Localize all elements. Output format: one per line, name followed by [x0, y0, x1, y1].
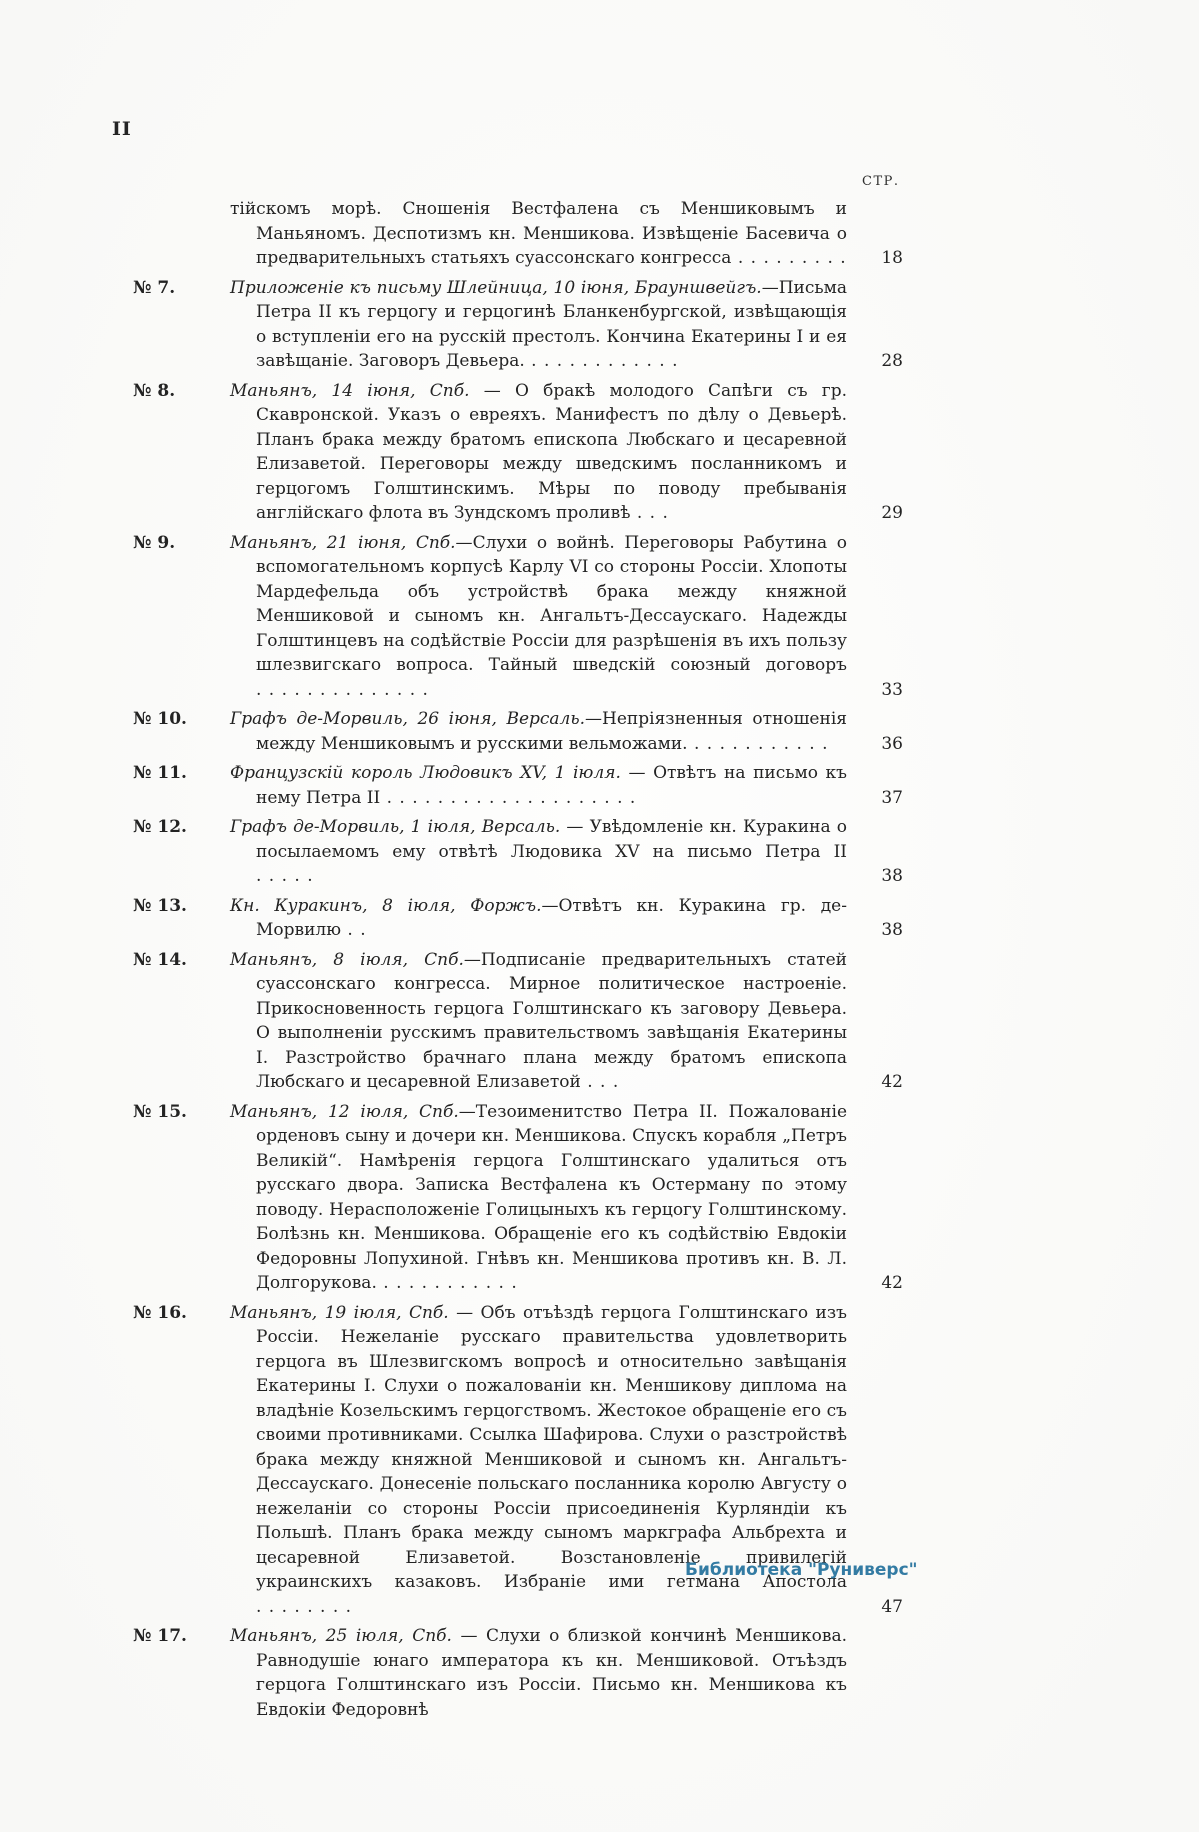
- entry-source-heading: Приложеніе къ письму Шлейница, 10 іюня, Брауншвейгъ.—: [230, 277, 779, 298]
- entry-text: [230, 761, 847, 810]
- entry-text: [230, 379, 847, 526]
- toc-entry: [133, 761, 903, 810]
- entry-page-number: 29: [881, 503, 903, 523]
- page-column-header: СТР.: [862, 174, 900, 189]
- entry-source-heading: Маньянъ, 19 іюля, Спб. —: [230, 1302, 481, 1323]
- toc-entry: [133, 197, 903, 271]
- toc-entry: [133, 707, 903, 756]
- entry-page-number: 33: [881, 679, 903, 700]
- dot-leader: . . .: [630, 503, 669, 523]
- toc-entry: [133, 815, 903, 889]
- toc-entry: [133, 1624, 903, 1722]
- dot-leader: . . .: [580, 1072, 620, 1092]
- entry-page-number: 28: [881, 351, 903, 371]
- entry-number-label: № 11.: [133, 763, 187, 783]
- toc-entry: [133, 894, 903, 943]
- entry-source-heading: Маньянъ, 8 іюля, Спб.—: [230, 949, 481, 970]
- entry-text: [230, 815, 847, 889]
- table-of-contents: [133, 197, 918, 1727]
- entry-source-heading: Французскій король Людовикъ XV, 1 іюля. —: [230, 763, 654, 783]
- toc-entry: [133, 276, 903, 374]
- entry-number-label: № 14.: [133, 949, 187, 970]
- entry-source-heading: Маньянъ, 25 іюля, Спб. —: [230, 1626, 486, 1646]
- entry-number-label: № 10.: [133, 709, 187, 729]
- entry-source-heading: Кн. Куракинъ, 8 іюля, Форжъ.—: [230, 895, 559, 916]
- entry-number-label: № 15.: [133, 1101, 187, 1122]
- entry-description: Непріязненныя отношенія между Меншиковымъ и русскими вельможами.: [256, 709, 847, 754]
- entry-number-label: № 13.: [133, 895, 187, 916]
- entry-source-heading: Графъ де-Морвиль, 1 іюля, Версаль. —: [230, 817, 590, 837]
- entry-source-heading: Маньянъ, 14 іюня, Спб. —: [230, 380, 515, 401]
- entry-page-number: 18: [881, 248, 903, 268]
- entry-number-label: № 17.: [133, 1626, 187, 1646]
- entry-description: О бракѣ молодого Сапѣги съ гр. Скавронской. Указъ о евреяхъ. Манифестъ по дѣлу о Девьерѣ. Планъ брака между братомъ епископа Любскаго и цесаревной Елизаветой. Переговоры между шведскимъ посланникомъ и герцогомъ Голштинскимъ. Мѣры по поводу пребыванія англійскаго флота въ Зундскомъ проливѣ: [256, 380, 847, 523]
- entry-page-number: 36: [881, 733, 903, 754]
- toc-entry: [133, 379, 903, 526]
- entry-text: [230, 1100, 847, 1296]
- entry-description: Слухи о войнѣ. Переговоры Рабутина о вспомогательномъ корпусѣ Карлу VI со стороны Россіи. Хлопоты Мардефельда объ устройствѣ брака между княжной Меншиковой и сыномъ кн. Ангальтъ-Дессаускаго. Надежды Голштинцевъ на содѣйствіе Россіи для разрѣшенія въ ихъ пользу шлезвигскаго вопроса. Тайный шведскій союзный договоръ: [256, 532, 847, 675]
- entry-text: [230, 531, 847, 703]
- toc-entry: [133, 531, 903, 703]
- entry-description: Слухи о близкой кончинѣ Меншикова. Равнодушіе юнаго императора къ кн. Меншиковой. Отъѣздъ герцога Голштинскаго изъ Россіи. Письмо кн. Меншикова къ Евдокіи Федоровнѣ: [256, 1626, 847, 1720]
- entry-text: [230, 894, 847, 943]
- entry-page-number: 37: [881, 787, 903, 808]
- entry-page-number: 38: [881, 866, 903, 886]
- entry-number-label: [133, 197, 230, 271]
- dot-leader: . . . . . . . . . . . .: [524, 351, 679, 371]
- entry-page-number: 42: [881, 1273, 903, 1293]
- entry-text: [230, 197, 847, 271]
- entry-number-label: № 12.: [133, 817, 187, 837]
- entry-description: Отвѣтъ на письмо къ нему Петра II: [256, 763, 847, 808]
- page-folio-number: II: [112, 118, 132, 140]
- entry-text: [230, 276, 847, 374]
- entry-description: Подписаніе предварительныхъ статей суассонскаго конгресса. Мирное политическое настроеніе. Прикосновенность герцога Голштинскаго къ заговору Девьера. О выполненіи русскимъ правительствомъ завѣщанія Екатерины I. Разстройство брачнаго плана между братомъ епископа Любскаго и цесаревной Елизаветой: [256, 949, 847, 1092]
- dot-leader: . . . . . . . . . . . . . .: [256, 679, 429, 700]
- dot-leader: . .: [341, 920, 367, 940]
- entry-source-heading: Графъ де-Морвиль, 26 іюня, Версаль.—: [230, 709, 603, 729]
- dot-leader: . . . . . . . . . . . . . . . . . . . .: [380, 787, 637, 808]
- entry-number-label: № 9.: [133, 532, 176, 553]
- entry-page-number: 38: [881, 920, 903, 940]
- toc-entry: [133, 1100, 903, 1296]
- dot-leader: . . . . . . . . .: [731, 248, 847, 268]
- library-watermark: Библиотека "Руниверс": [685, 1560, 918, 1580]
- entry-page-number: 47: [881, 1596, 903, 1617]
- entry-description: Отвѣтъ кн. Куракина гр. де-Морвилю: [256, 895, 847, 940]
- entry-text: [230, 707, 847, 756]
- entry-description: Объ отъѣздѣ герцога Голштинскаго изъ Россіи. Нежеланіе русскаго правительства удовлетворить герцога въ Шлезвигскомъ вопросѣ и относительно завѣщанія Екатерины I. Слухи о пожалованіи кн. Меншикову диплома на владѣніе Козельскимъ герцогствомъ. Жестокое обращеніе его съ своими противниками. Ссылка Шафирова. Слухи о разстройствѣ брака между княжной Меншиковой и сыномъ кн. Ангальтъ-Дессаускаго. Донесеніе польскаго посланника королю Августу о нежеланіи со стороны Россіи присоединенія Курляндіи къ Польшѣ. Планъ брака между сыномъ маркграфа Альбрехта и цесаревной Елизаветой. Возстановленіе привилегій украинскихъ казаковъ. Избраніе ими гетмана Апостола: [256, 1302, 847, 1592]
- dot-leader: . . . . . . . .: [256, 1596, 353, 1617]
- entry-number-label: № 7.: [133, 277, 176, 298]
- dot-leader: . . . . . . . . . . .: [687, 733, 829, 754]
- entry-number-label: № 8.: [133, 380, 176, 401]
- entry-description: тійскомъ морѣ. Сношенія Вестфалена съ Меншиковымъ и Маньяномъ. Деспотизмъ кн. Меншикова. Извѣщеніе Басевича о предварительныхъ статьяхъ суассонскаго конгресса: [230, 199, 847, 268]
- entry-text: [230, 1624, 847, 1722]
- entry-description: Увѣдомленіе кн. Куракина о посылаемомъ ему отвѣтѣ Людовика XV на письмо Петра II: [256, 817, 847, 862]
- dot-leader: . . . . . . . . . . .: [376, 1273, 518, 1293]
- entry-number-label: № 16.: [133, 1302, 187, 1323]
- dot-leader: . . . . .: [256, 866, 314, 886]
- entry-source-heading: Маньянъ, 21 іюня, Спб.—: [230, 532, 473, 553]
- toc-entry: [133, 948, 903, 1095]
- entry-page-number: 42: [881, 1072, 903, 1092]
- entry-text: [230, 948, 847, 1095]
- entry-description: Тезоименитство Петра II. Пожалованіе орденовъ сыну и дочери кн. Меншикова. Спускъ корабля „Петръ Великій“. Намѣренія герцога Голштинскаго удалиться отъ русскаго двора. Записка Вестфалена къ Остерману по этому поводу. Нерасположеніе Голицыныхъ къ герцогу Голштинскому. Болѣзнь кн. Меншикова. Обращеніе его къ содѣйствію Евдокіи Федоровны Лопухиной. Гнѣвъ кн. Меншикова противъ кн. В. Л. Долгорукова.: [256, 1101, 848, 1293]
- entry-source-heading: Маньянъ, 12 іюля, Спб.—: [230, 1101, 476, 1122]
- entry-description: Письма Петра II къ герцогу и герцогинѣ Бланкенбургской, извѣщающія о вступленіи его на русскій престолъ. Кончина Екатерины I и ея завѣщаніе. Заговоръ Девьера.: [256, 277, 847, 371]
